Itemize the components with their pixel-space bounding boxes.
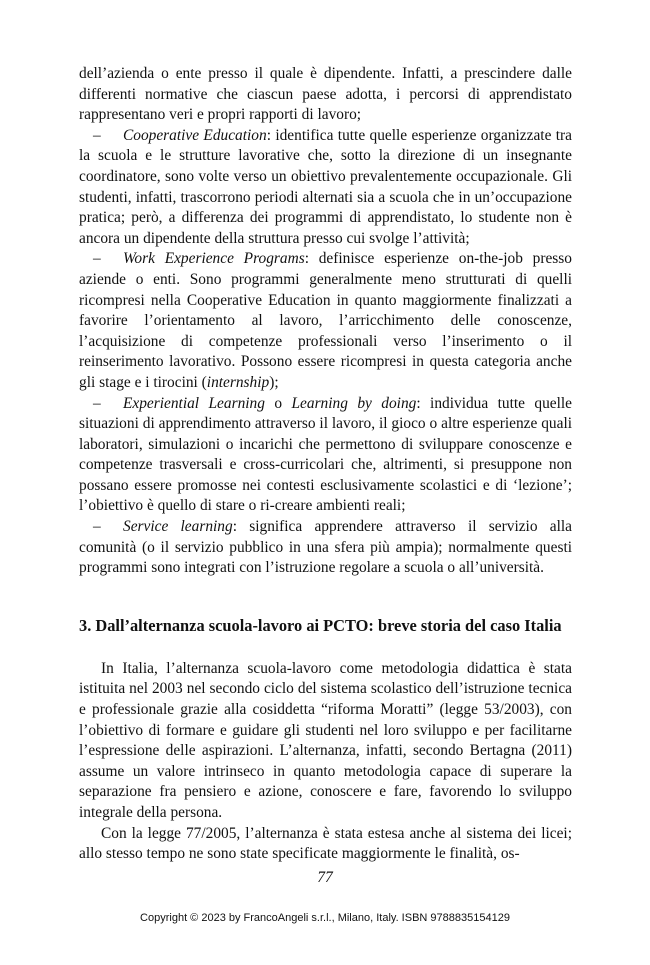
conjunction: o — [264, 394, 292, 412]
copyright-notice: Copyright © 2023 by FrancoAngeli s.r.l., Milano, Italy. ISBN 9788835154129 — [140, 912, 510, 924]
section-heading: 3. Dall’alternanza scuola-lavoro ai PCTO: breve storia del caso Italia — [79, 615, 562, 635]
dash-marker: – — [93, 126, 101, 144]
dash-marker: – — [93, 394, 101, 412]
list-item-work-experience — [79, 249, 572, 393]
term-service-learning: Service learning — [123, 518, 233, 536]
definition-text-end: ); — [269, 373, 279, 391]
term-learning-by-doing: Learning by doing — [291, 394, 417, 412]
body-paragraph: Con la legge 77/2005, l’alternanza è stata estesa anche al sistema dei licei; allo stesso tempo ne sono state specificate maggiormente le finalità, os- — [79, 824, 572, 863]
list-item-cooperative-education — [79, 126, 572, 250]
definition-text: : individua tutte quelle situazioni di apprendimento attraverso il lavoro, il gioco o altre esperienze quali laboratori, simulazioni o incarichi che permettono di sviluppare conoscenze e competenze trasversali e cross-curricolari che, altrimenti, si presuppone non possano essere promosse nei contesti esclusivamente scolastici e di ‘lezione’; l’obiettivo è quello di stare o ri-creare ambienti reali; — [79, 394, 573, 515]
term-internship: internship — [206, 373, 270, 391]
intro-paragraph: dell’azienda o ente presso il quale è dipendente. Infatti, a prescindere dalle differenti normative che ciascun paese adotta, i percorsi di apprendistato rappresentano veri e propri rapporti di lavoro; — [79, 65, 572, 124]
definition-text: : significa apprendere attraverso il servizio alla comunità (o il servizio pubblico in una sfera più ampia); normalmente questi programmi sono integrati con l’istruzione regolare a scuola o all’università. — [79, 518, 572, 577]
page-body — [79, 64, 572, 865]
body-paragraph: In Italia, l’alternanza scuola-lavoro come metodologia didattica è stata istituita nel 2003 nel secondo ciclo del sistema scolastico dell’istruzione tecnica e professionale grazie alla cosiddetta “riforma Moratti” (legge 53/2003), con l’obiettivo di formare e guidare gli studenti nel loro sviluppo e per facilitarne l’espressione delle aspirazioni. L’alternanza, infatti, secondo Bertagna (2011) assume un valore intrinseco in quanto metodologia capace di superare la separazione fra pensiero e azione, conoscere e fare, favorendo lo sviluppo integrale della persona. — [79, 659, 572, 821]
definition-text: : identifica tutte quelle esperienze organizzate tra la scuola e le strutture lavorative che, sotto la direzione di un insegnante coordinatore, sono volte verso un obiettivo prevalentemente occupazionale. Gli studenti, infatti, trascorrono periodi alternati sia a scuola che in un’occupazione pratica; però, a differenza dei programmi di apprendistato, lo studente non è ancora un dipendente della struttura presso cui svolge l’attività; — [79, 126, 572, 247]
dash-marker: – — [93, 250, 101, 268]
page-number: 77 — [317, 869, 333, 886]
term-work-experience-programs: Work Experience Programs — [123, 250, 305, 268]
definition-text: : definisce esperienze on-the-job presso aziende o enti. Sono programmi generalmente meno strutturati di quelli ricompresi nella Cooperative Education in quanto maggiormente finalizzati a favorire l’orientamento al lavoro, l’arricchimento delle conoscenze, l’acquisizione di competenze professionali verso l’inserimento o il reinserimento lavorativo. Possono essere ricompresi in questa categoria anche gli stage e i tirocini ( — [79, 250, 572, 391]
term-experiential-learning: Experiential Learning — [123, 394, 265, 412]
term-cooperative-education: Cooperative Education — [123, 126, 267, 144]
dash-marker: – — [93, 518, 101, 536]
list-item-service-learning — [79, 517, 572, 579]
list-item-experiential-learning — [79, 394, 572, 518]
